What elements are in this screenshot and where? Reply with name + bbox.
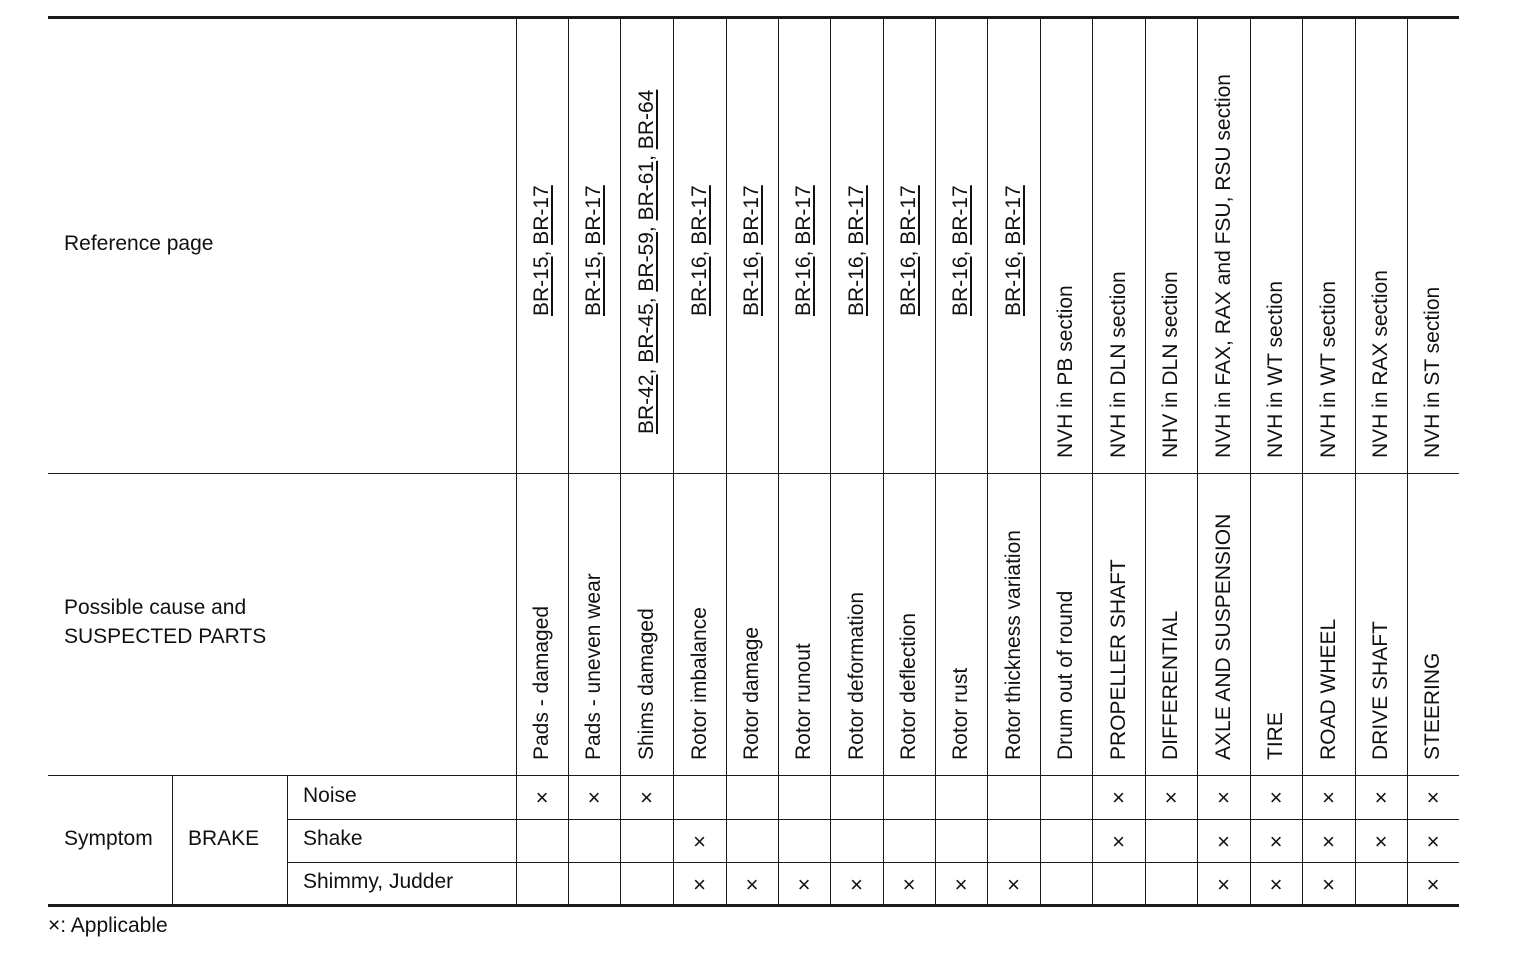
part-label-pads-uneven-wear: Pads - uneven wear: [582, 573, 605, 760]
reference-link[interactable]: BR-16: [897, 256, 920, 316]
reference-link[interactable]: BR-17: [740, 185, 763, 245]
table-top-rule: [48, 16, 1459, 19]
column-divider: [1145, 17, 1146, 905]
applicable-mark: ×: [1217, 785, 1230, 810]
part-label-differential: DIFFERENTIAL: [1159, 610, 1182, 760]
reference-link[interactable]: BR-16: [844, 256, 868, 316]
applicable-mark: ×: [1112, 785, 1125, 810]
reference-separator: ,: [634, 149, 658, 161]
reference-links-rotor-rust: [949, 185, 973, 316]
applicable-mark: ×: [745, 871, 759, 897]
applicable-mark: ×: [1374, 828, 1388, 854]
applicable-mark: ×: [850, 871, 863, 897]
applicable-mark: ×: [1374, 785, 1388, 810]
row-label-noise: Noise: [303, 784, 357, 807]
reference-separator: ,: [1001, 244, 1025, 257]
reference-link[interactable]: BR-17: [1001, 185, 1025, 245]
brake-label: BRAKE: [188, 827, 260, 850]
applicable-mark: ×: [954, 871, 968, 897]
reference-links-pads-damaged: [530, 185, 554, 316]
reference-link[interactable]: BR-64: [634, 89, 658, 150]
applicable-mark: ×: [797, 871, 811, 897]
part-label-rotor-imbalance: Rotor imbalance: [687, 607, 711, 760]
applicable-mark: ×: [1322, 871, 1335, 897]
reference-link[interactable]: BR-17: [949, 185, 972, 245]
reference-separator: ,: [634, 220, 658, 233]
reference-link[interactable]: BR-16: [740, 256, 763, 316]
applicable-mark: ×: [1217, 871, 1230, 897]
reference-link[interactable]: BR-17: [897, 185, 920, 245]
part-label-pads-damaged: Pads - damaged: [530, 605, 553, 760]
applicable-mark: ×: [535, 785, 549, 810]
column-divider: [987, 17, 988, 905]
reference-links-rotor-runout: [792, 185, 816, 316]
reference-link[interactable]: BR-61: [634, 160, 658, 221]
column-divider: [568, 17, 569, 905]
applicable-mark: ×: [1164, 785, 1178, 810]
part-label-axle-and-suspension: AXLE AND SUSPENSION: [1211, 513, 1235, 760]
symptom-label: Symptom: [64, 827, 153, 850]
applicable-mark: ×: [640, 785, 653, 810]
reference-links-rotor-thickness-variation: [1002, 185, 1026, 316]
reference-link[interactable]: BR-45: [634, 303, 658, 363]
column-divider: [1250, 17, 1251, 905]
applicable-mark: ×: [693, 828, 706, 854]
applicable-mark: ×: [1112, 828, 1125, 854]
applicable-mark: ×: [1269, 785, 1283, 810]
reference-links-rotor-imbalance: [688, 185, 712, 316]
applicable-mark: ×: [1322, 785, 1335, 810]
symptom-row-divider: [287, 819, 1459, 820]
part-label-rotor-damage: Rotor damage: [740, 626, 763, 760]
reference-link[interactable]: BR-16: [792, 256, 815, 316]
reference-separator: ,: [634, 291, 658, 304]
applicable-mark: ×: [1322, 828, 1335, 854]
column-divider: [1407, 17, 1408, 905]
reference-text-steering: NVH in ST section: [1421, 286, 1444, 458]
reference-link[interactable]: BR-16: [687, 256, 711, 316]
column-divider: [1040, 17, 1041, 905]
applicable-mark: ×: [1426, 785, 1440, 810]
brake-group-divider: [287, 775, 288, 905]
reference-link[interactable]: BR-42: [634, 374, 658, 434]
reference-link[interactable]: BR-17: [530, 185, 553, 245]
part-label-drum-out-of-round: Drum out of round: [1054, 590, 1077, 760]
reference-link[interactable]: BR-59: [634, 232, 658, 292]
row-label-shimmy-judder: Shimmy, Judder: [303, 870, 454, 893]
reference-link[interactable]: BR-15: [530, 256, 553, 316]
reference-separator: ,: [844, 244, 868, 257]
reference-link[interactable]: BR-16: [1001, 256, 1025, 316]
reference-links-pads-uneven-wear: [582, 185, 606, 316]
reference-text-differential: NHV in DLN section: [1159, 271, 1182, 458]
reference-separator: ,: [582, 244, 605, 257]
column-divider: [620, 17, 621, 905]
column-divider: [1355, 17, 1356, 905]
reference-link[interactable]: BR-16: [949, 256, 972, 316]
row-label-shake: Shake: [303, 827, 363, 850]
reference-link[interactable]: BR-17: [844, 185, 868, 245]
applicable-mark: ×: [1269, 828, 1283, 854]
part-label-rotor-runout: Rotor runout: [792, 643, 815, 760]
reference-text-drum-out-of-round: NVH in PB section: [1054, 285, 1077, 458]
part-label-rotor-rust: Rotor rust: [949, 667, 972, 760]
column-divider: [883, 17, 884, 905]
applicable-mark: ×: [1426, 828, 1440, 854]
applicable-mark: ×: [1007, 871, 1020, 897]
reference-text-drive-shaft: NVH in RAX section: [1369, 270, 1392, 458]
suspected-parts-label: SUSPECTED PARTS: [64, 625, 267, 648]
reference-separator: ,: [687, 244, 711, 257]
reference-links-shims-damaged: [635, 90, 659, 434]
legend-note: ×: Applicable: [48, 914, 168, 937]
reference-links-rotor-deformation: [845, 185, 869, 316]
reference-links-rotor-deflection: [897, 185, 921, 316]
reference-separator: ,: [897, 244, 920, 257]
reference-text-axle-and-suspension: NVH in FAX, RAX and FSU, RSU section: [1211, 74, 1235, 458]
part-label-rotor-thickness-variation: Rotor thickness variation: [1001, 530, 1025, 760]
part-label-steering: STEERING: [1421, 652, 1444, 760]
reference-separator: ,: [634, 362, 658, 375]
part-label-rotor-deformation: Rotor deformation: [844, 591, 868, 760]
reference-link[interactable]: BR-15: [582, 256, 605, 316]
column-divider: [726, 17, 727, 905]
reference-link[interactable]: BR-17: [687, 185, 711, 245]
reference-separator: ,: [740, 244, 763, 257]
part-label-rotor-deflection: Rotor deflection: [897, 612, 920, 760]
reference-link[interactable]: BR-17: [792, 185, 815, 245]
column-divider: [830, 17, 831, 905]
part-label-propeller-shaft: PROPELLER SHAFT: [1106, 559, 1130, 760]
reference-separator: ,: [530, 244, 553, 257]
symptom-row-divider: [287, 862, 1459, 863]
part-label-road-wheel: ROAD WHEEL: [1316, 618, 1340, 760]
applicable-mark: ×: [587, 785, 601, 810]
reference-page-label: Reference page: [64, 232, 214, 255]
column-divider: [778, 17, 779, 905]
reference-link[interactable]: BR-17: [582, 185, 605, 245]
column-divider: [1302, 17, 1303, 905]
part-label-drive-shaft: DRIVE SHAFT: [1369, 621, 1392, 760]
part-label-tire: TIRE: [1264, 712, 1287, 760]
reference-links-rotor-damage: [740, 185, 764, 316]
column-divider: [935, 17, 936, 905]
reference-text-tire: NVH in WT section: [1264, 281, 1287, 458]
column-divider: [516, 17, 517, 905]
reference-text-propeller-shaft: NVH in DLN section: [1106, 271, 1130, 458]
parts-row-divider: [48, 775, 1459, 776]
applicable-mark: ×: [1217, 828, 1230, 854]
table-bottom-rule: [48, 904, 1459, 907]
applicable-mark: ×: [1426, 871, 1440, 897]
column-divider: [1197, 17, 1198, 905]
applicable-mark: ×: [902, 871, 916, 897]
reference-separator: ,: [792, 244, 815, 257]
reference-row-divider: [48, 473, 1459, 474]
reference-separator: ,: [949, 244, 972, 257]
symptom-group-divider: [172, 775, 173, 905]
part-label-shims-damaged: Shims damaged: [634, 608, 658, 760]
applicable-mark: ×: [1269, 871, 1283, 897]
column-divider: [1092, 17, 1093, 905]
possible-cause-label: Possible cause and: [64, 596, 247, 619]
applicable-mark: ×: [693, 871, 706, 897]
column-divider: [673, 17, 674, 905]
reference-text-road-wheel: NVH in WT section: [1316, 281, 1340, 458]
